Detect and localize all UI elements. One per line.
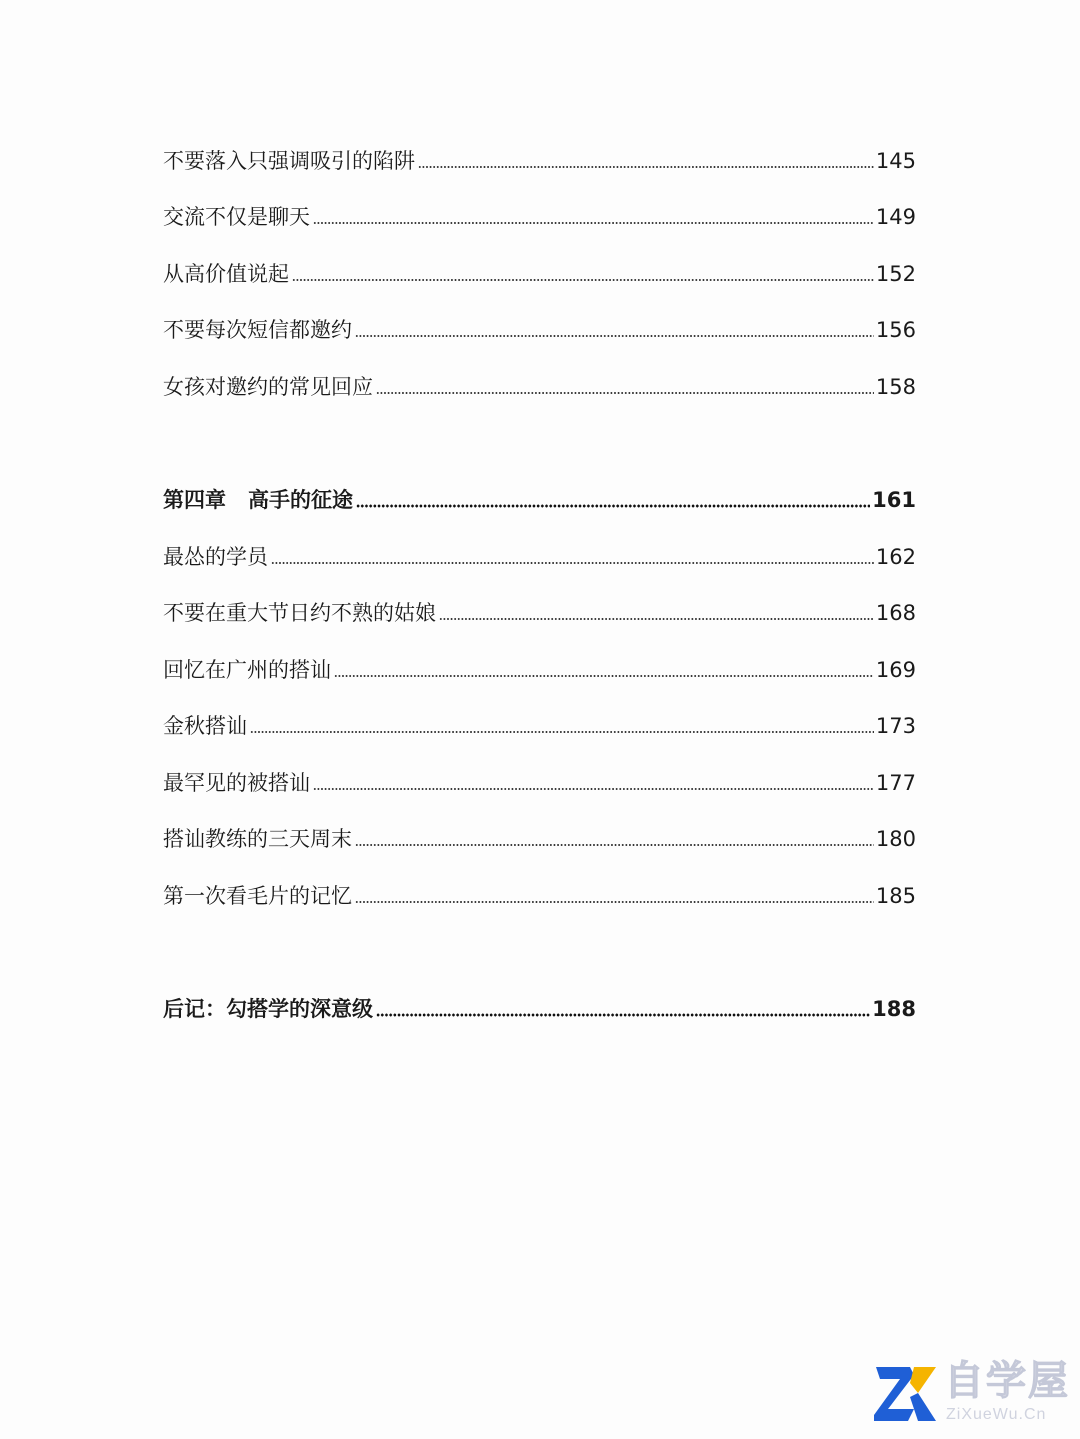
toc-entry-page: 185: [875, 884, 916, 908]
dot-leader: [271, 559, 874, 565]
watermark-logo: [874, 1359, 1074, 1431]
dot-leader: [355, 841, 874, 847]
toc-afterword-heading[interactable]: [163, 991, 916, 1023]
toc-entry-title: 交流不仅是聊天: [163, 205, 310, 229]
chapter-label: 第四章: [163, 488, 226, 512]
afterword-title: 后记：勾搭学的深意级: [163, 997, 373, 1021]
toc-entry[interactable]: [163, 199, 916, 231]
toc-entry[interactable]: [163, 312, 916, 344]
toc-entry[interactable]: [163, 765, 916, 797]
toc-entry[interactable]: [163, 256, 916, 288]
chapter-title: [163, 486, 356, 514]
toc-entry-page: 180: [875, 827, 916, 851]
toc-entry-title: 不要在重大节日约不熟的姑娘: [163, 601, 436, 625]
toc-entry[interactable]: [163, 539, 916, 571]
toc-entry-page: 168: [875, 601, 916, 625]
dot-leader: [313, 785, 874, 791]
toc-entry-title: 最罕见的被搭讪: [163, 771, 310, 795]
dot-leader: [313, 219, 874, 225]
dot-leader: [334, 672, 874, 678]
dot-leader: [356, 502, 870, 508]
dot-leader: [292, 276, 874, 282]
toc-entry-page: 149: [875, 205, 916, 229]
toc-entry-title: 金秋搭讪: [163, 714, 247, 738]
toc-entry-page: 169: [875, 658, 916, 682]
dot-leader: [418, 163, 874, 169]
dot-leader: [250, 728, 874, 734]
dot-leader: [376, 1011, 870, 1017]
toc-entry-page: 173: [875, 714, 916, 738]
dot-leader: [355, 898, 874, 904]
toc-entry-page: 177: [875, 771, 916, 795]
zx-logo-icon: [874, 1363, 936, 1423]
toc-entry-title: 从高价值说起: [163, 262, 289, 286]
toc-entry-title: 不要落入只强调吸引的陷阱: [163, 149, 415, 173]
toc-entry-title: 回忆在广州的搭讪: [163, 658, 331, 682]
chapter-name: 高手的征途: [248, 488, 353, 512]
toc-entry-page: 152: [875, 262, 916, 286]
toc-entry-page: 162: [875, 545, 916, 569]
dot-leader: [376, 389, 874, 395]
toc-entry-page: 156: [875, 318, 916, 342]
toc-entry-title: 搭讪教练的三天周末: [163, 827, 352, 851]
toc-entry-page: 145: [875, 149, 916, 173]
dot-leader: [439, 615, 874, 621]
chapter-page: 161: [872, 488, 916, 512]
toc-entry-title: 女孩对邀约的常见回应: [163, 375, 373, 399]
toc-entry-title: 最怂的学员: [163, 545, 268, 569]
toc-chapter-heading[interactable]: [163, 482, 916, 514]
watermark-en-text: ZiXueWu.Cn: [946, 1406, 1047, 1423]
toc-entry[interactable]: [163, 708, 916, 740]
toc-entry[interactable]: [163, 369, 916, 401]
dot-leader: [355, 332, 874, 338]
toc-entry[interactable]: [163, 143, 916, 175]
toc-entry[interactable]: [163, 595, 916, 627]
toc-entry-title: 不要每次短信都邀约: [163, 318, 352, 342]
toc-entry[interactable]: [163, 821, 916, 853]
watermark-cn-text: 自学屋: [944, 1358, 1070, 1404]
toc-entry-title: 第一次看毛片的记忆: [163, 884, 352, 908]
toc-entry[interactable]: [163, 878, 916, 910]
toc-entry-page: 158: [875, 375, 916, 399]
toc-entry[interactable]: [163, 652, 916, 684]
afterword-page: 188: [872, 997, 916, 1021]
